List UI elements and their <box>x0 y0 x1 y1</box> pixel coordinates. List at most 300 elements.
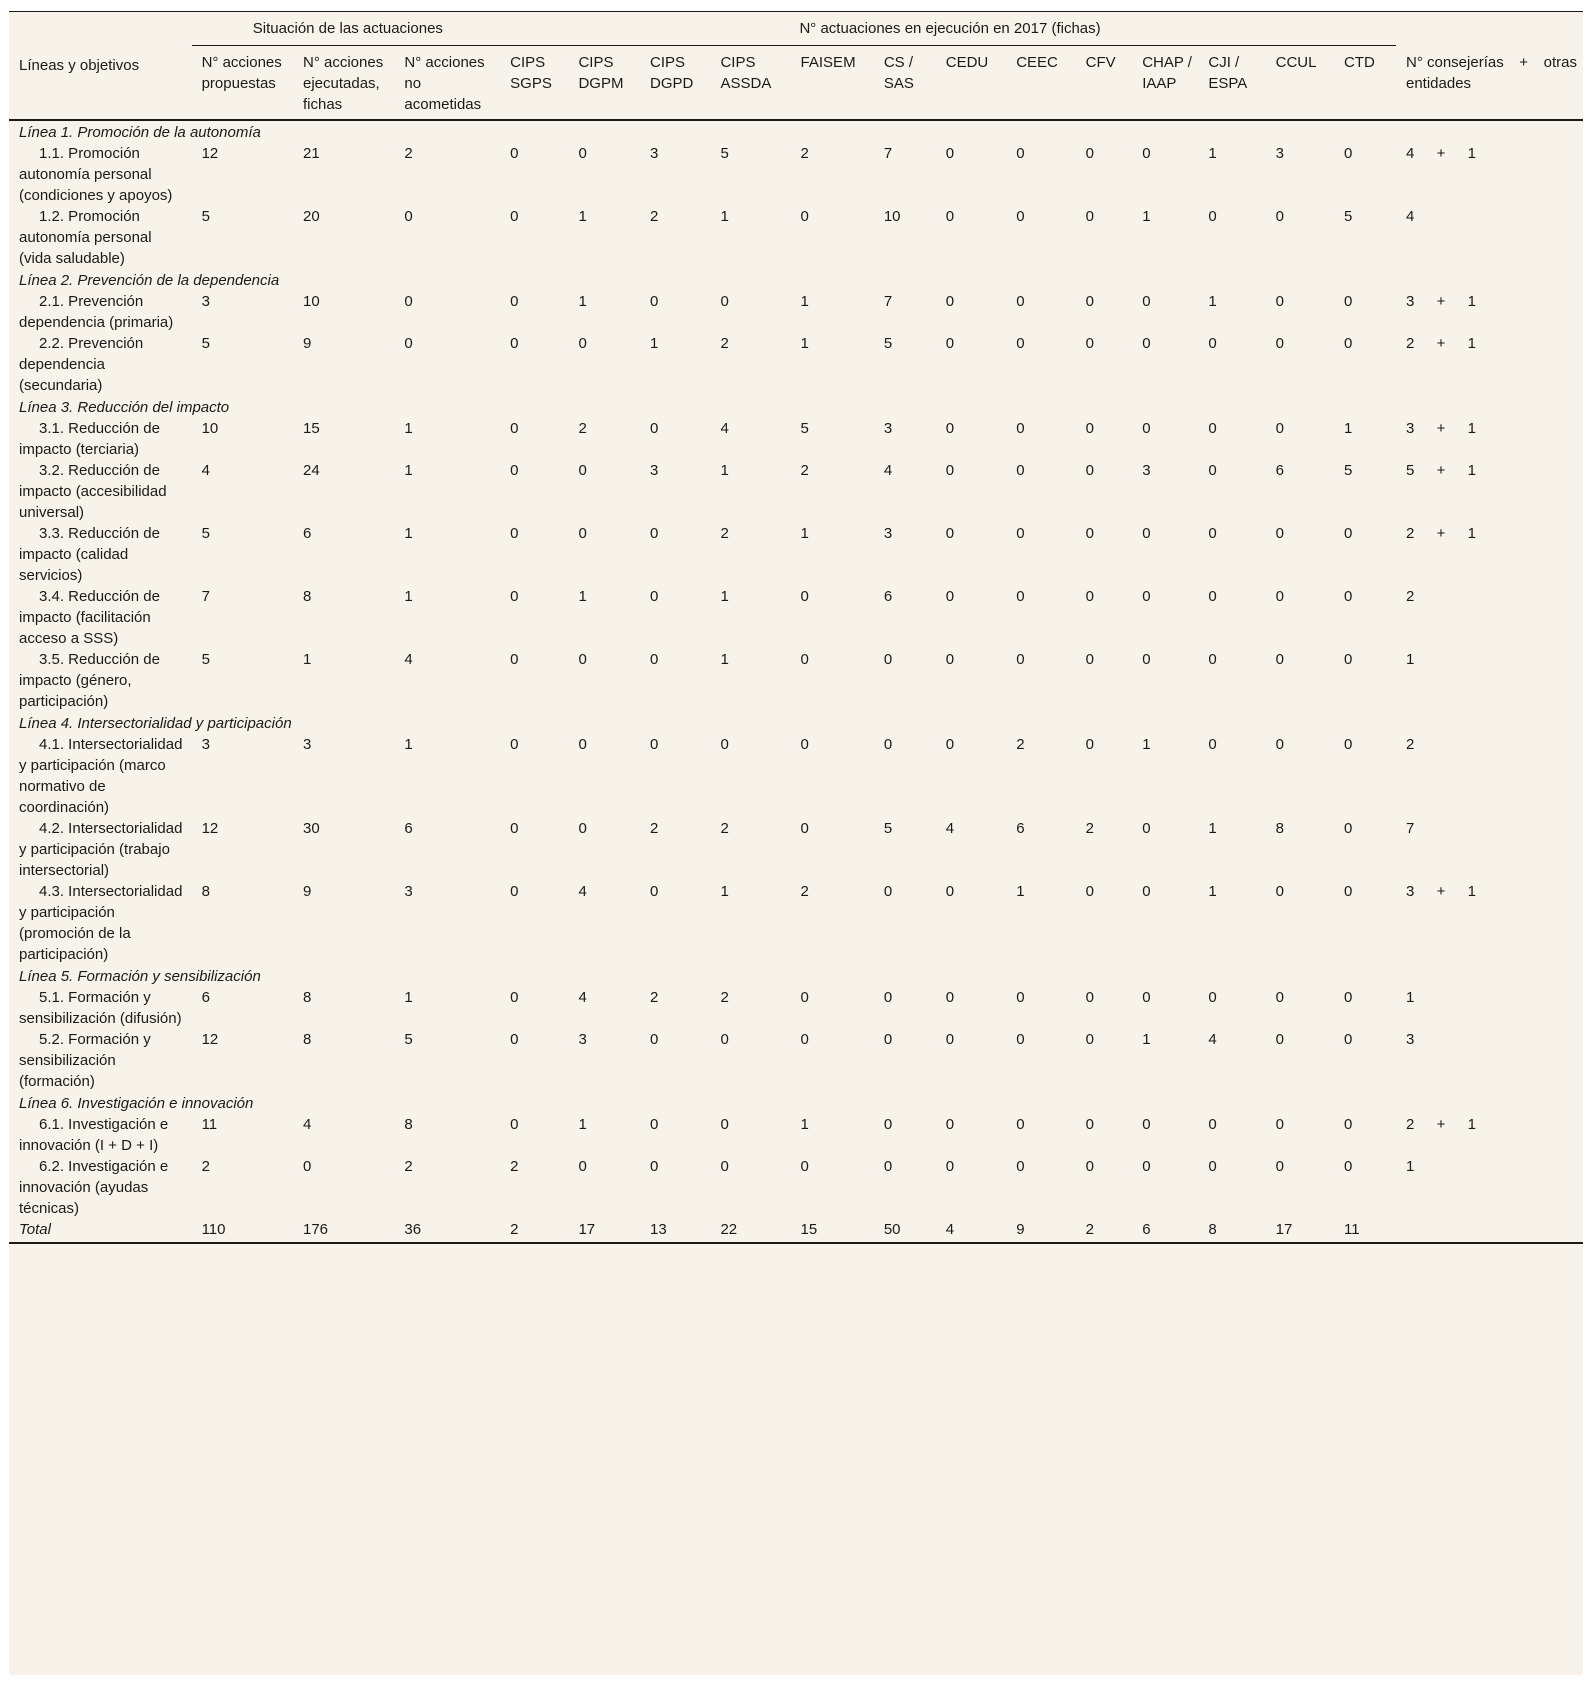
table-cell: 1 <box>800 525 809 542</box>
table-cell: 1 <box>800 1116 809 1133</box>
table-cell: 3 <box>303 736 312 753</box>
actions-table <box>9 11 1583 1244</box>
table-cell: 5 <box>201 525 210 542</box>
table-cell: 2 <box>800 145 809 162</box>
table-cell: 0 <box>1016 462 1025 479</box>
consejerias-cell <box>1396 523 1583 586</box>
table-cell: 5 <box>201 208 210 225</box>
table-cell: 0 <box>945 420 955 437</box>
table-row <box>9 734 1583 818</box>
consejerias-cell <box>1396 1114 1583 1156</box>
consejerias-count: 1 <box>1406 651 1415 668</box>
total-cell: 110 <box>192 1219 293 1243</box>
table-cell: 6 <box>303 525 312 542</box>
table-cell: 0 <box>1085 145 1094 162</box>
table-cell: 0 <box>1085 293 1094 310</box>
table-cell: 0 <box>1085 1031 1094 1048</box>
consejerias-cell <box>1396 333 1583 396</box>
table-row <box>9 881 1583 965</box>
table-cell: 2 <box>650 208 659 225</box>
table-cell: 0 <box>883 1116 893 1133</box>
table-cell: 0 <box>1085 208 1094 225</box>
header-plus: + <box>1519 53 1529 71</box>
table-cell: 3 <box>201 293 210 310</box>
table-cell: 1 <box>578 588 587 605</box>
column-header: N° acciones ejecutadas, fichas <box>303 54 384 113</box>
table-cell: 0 <box>1142 1158 1151 1175</box>
table-cell: 0 <box>1085 1116 1094 1133</box>
table-cell: 0 <box>1016 1116 1025 1133</box>
table-cell: 0 <box>1142 293 1151 310</box>
table-cell: 4 <box>303 1116 312 1133</box>
table-cell: 0 <box>1343 820 1353 837</box>
table-cell: 0 <box>883 883 893 900</box>
total-cell: 4 <box>936 1219 1006 1243</box>
table-cell: 3 <box>883 420 893 437</box>
table-cell: 0 <box>650 1158 659 1175</box>
table-cell: 0 <box>1016 525 1025 542</box>
table-cell: 0 <box>1208 208 1217 225</box>
table-cell: 0 <box>945 989 955 1006</box>
table-cell: 0 <box>1343 1158 1353 1175</box>
table-cell: 0 <box>945 335 955 352</box>
table-cell: 3 <box>883 525 893 542</box>
table-row <box>9 649 1583 712</box>
table-cell: 0 <box>510 335 519 352</box>
table-cell: 1 <box>720 651 729 668</box>
objective-label: 6.2. Investigación e innovación (ayudas técnicas) <box>19 1158 169 1217</box>
column-header: CS / SAS <box>883 54 914 92</box>
consejerias-count: 4 <box>1406 208 1415 225</box>
table-cell: 0 <box>1085 989 1094 1006</box>
table-cell: 0 <box>883 1158 893 1175</box>
table-cell: 0 <box>883 989 893 1006</box>
table-cell: 3 <box>201 736 210 753</box>
table-cell: 0 <box>510 1116 519 1133</box>
table-cell: 0 <box>1343 883 1353 900</box>
table-cell: 0 <box>945 208 955 225</box>
header-lines-objectives: Líneas y objetivos <box>19 57 140 74</box>
table-row <box>9 818 1583 881</box>
table-cell: 0 <box>510 1031 519 1048</box>
table-cell: 1 <box>720 462 729 479</box>
table-cell: 0 <box>1275 883 1284 900</box>
table-cell: 20 <box>303 208 320 225</box>
table-cell: 2 <box>800 462 809 479</box>
consejerias-count: 2 <box>1406 736 1415 753</box>
table-cell: 0 <box>1208 525 1217 542</box>
table-cell: 12 <box>201 820 219 837</box>
consejerias-count: 3 <box>1406 883 1415 900</box>
table-cell: 0 <box>1142 588 1151 605</box>
table-cell: 2 <box>720 335 729 352</box>
objective-label: 4.3. Intersectorialidad y participación (promoción de la participación) <box>19 883 183 963</box>
total-cell: 13 <box>640 1219 710 1243</box>
table-cell: 0 <box>800 651 809 668</box>
table-cell: 2 <box>201 1158 210 1175</box>
consejerias-cell <box>1396 649 1583 712</box>
section-row <box>9 396 1583 418</box>
section-row <box>9 1092 1583 1114</box>
consejerias-cell <box>1396 987 1583 1029</box>
table-cell: 0 <box>1016 293 1025 310</box>
table-cell: 0 <box>1016 335 1025 352</box>
table-cell: 0 <box>578 462 587 479</box>
table-cell: 1 <box>578 1116 587 1133</box>
total-empty-cell <box>1396 1219 1583 1243</box>
column-header: CJI / ESPA <box>1208 54 1248 92</box>
table-cell: 1 <box>1208 145 1217 162</box>
table-cell: 0 <box>1142 989 1151 1006</box>
table-cell: 4 <box>578 989 587 1006</box>
total-cell: 2 <box>500 1219 568 1243</box>
table-cell: 24 <box>303 462 320 479</box>
table-cell: 0 <box>945 525 955 542</box>
table-cell: 2 <box>720 820 729 837</box>
consejerias-count: 3 <box>1406 420 1415 437</box>
table-cell: 2 <box>404 145 413 162</box>
table-row <box>9 206 1583 269</box>
objective-label: 3.4. Reducción de impacto (facilitación acceso a SSS) <box>19 588 160 647</box>
table-cell: 8 <box>1275 820 1284 837</box>
consejerias-count: 5 <box>1406 462 1415 479</box>
total-cell: 15 <box>791 1219 874 1243</box>
total-label: Total <box>9 1219 192 1243</box>
objective-label: 2.1. Prevención dependencia (primaria) <box>19 293 174 331</box>
table-cell: 0 <box>945 736 955 753</box>
column-header: CIPS DGPM <box>578 54 624 92</box>
table-cell: 3 <box>578 1031 587 1048</box>
section-title: Línea 1. Promoción de la autonomía <box>19 124 261 141</box>
table-cell: 0 <box>1142 820 1151 837</box>
table-cell: 6 <box>1016 820 1025 837</box>
table-cell: 8 <box>404 1116 413 1133</box>
header-group-execution: N° actuaciones en ejecución en 2017 (fichas) <box>500 12 1396 46</box>
table-cell: 0 <box>510 820 519 837</box>
table-cell: 0 <box>650 883 659 900</box>
table-cell: 0 <box>1142 525 1151 542</box>
table-cell: 0 <box>883 736 893 753</box>
table-cell: 0 <box>578 736 587 753</box>
table-cell: 1 <box>404 462 413 479</box>
table-cell: 0 <box>720 293 729 310</box>
table-cell: 0 <box>945 293 955 310</box>
column-header: CHAP / IAAP <box>1142 54 1192 92</box>
section-row <box>9 712 1583 734</box>
table-cell: 0 <box>510 736 519 753</box>
total-cell: 17 <box>1266 1219 1334 1243</box>
column-header: CEDU <box>945 54 989 71</box>
consejerias-cell <box>1396 143 1583 206</box>
table-page <box>9 11 1583 1675</box>
table-cell: 0 <box>1343 1031 1353 1048</box>
consejerias-cell <box>1396 418 1583 460</box>
table-cell: 0 <box>1275 293 1284 310</box>
table-cell: 0 <box>1275 1158 1284 1175</box>
table-cell: 5 <box>800 420 809 437</box>
table-cell: 0 <box>1142 145 1151 162</box>
objective-label: 1.1. Promoción autonomía personal (condiciones y apoyos) <box>19 145 173 204</box>
table-cell: 0 <box>1343 1116 1353 1133</box>
table-cell: 5 <box>720 145 729 162</box>
table-cell: 0 <box>1275 335 1284 352</box>
table-cell: 0 <box>578 145 587 162</box>
table-cell: 0 <box>1275 989 1284 1006</box>
table-cell: 1 <box>1208 883 1217 900</box>
table-cell: 0 <box>945 883 955 900</box>
table-cell: 0 <box>945 1116 955 1133</box>
table-cell: 0 <box>1275 420 1284 437</box>
section-title: Línea 6. Investigación e innovación <box>19 1095 254 1112</box>
table-cell: 0 <box>720 1116 729 1133</box>
consejerias-count: 2 <box>1406 335 1415 352</box>
table-cell: 0 <box>1208 335 1217 352</box>
other-entities-count: 1 <box>1467 1116 1476 1133</box>
column-header: CFV <box>1085 54 1116 71</box>
table-cell: 1 <box>650 335 659 352</box>
consejerias-count: 2 <box>1406 588 1415 605</box>
other-entities-count: 1 <box>1467 420 1476 437</box>
table-cell: 0 <box>1275 651 1284 668</box>
table-cell: 0 <box>800 588 809 605</box>
total-cell: 8 <box>1198 1219 1265 1243</box>
table-header <box>9 12 1583 121</box>
table-cell: 0 <box>1343 651 1353 668</box>
table-cell: 0 <box>945 1031 955 1048</box>
table-cell: 0 <box>720 1158 729 1175</box>
objective-label: 4.2. Intersectorialidad y participación (trabajo intersectorial) <box>19 820 183 879</box>
table-cell: 0 <box>510 462 519 479</box>
objective-label: 1.2. Promoción autonomía personal (vida saludable) <box>19 208 152 267</box>
column-header: CCUL <box>1275 54 1317 71</box>
table-cell: 0 <box>1085 420 1094 437</box>
table-cell: 0 <box>650 1031 659 1048</box>
table-cell: 1 <box>303 651 312 668</box>
column-header: N° acciones propuestas <box>201 54 282 92</box>
total-cell: 2 <box>1076 1219 1133 1243</box>
table-cell: 0 <box>1142 883 1151 900</box>
table-cell: 0 <box>1343 293 1353 310</box>
table-cell: 0 <box>1085 651 1094 668</box>
table-cell: 0 <box>650 736 659 753</box>
plus-sign: + <box>1436 293 1446 310</box>
table-cell: 1 <box>404 989 413 1006</box>
table-cell: 3 <box>650 462 659 479</box>
consejerias-count: 1 <box>1406 989 1415 1006</box>
table-cell: 0 <box>945 145 955 162</box>
table-cell: 0 <box>510 208 519 225</box>
section-title: Línea 4. Intersectorialidad y participación <box>19 715 292 732</box>
other-entities-count: 1 <box>1467 145 1476 162</box>
total-cell: 176 <box>293 1219 394 1243</box>
table-cell: 0 <box>800 208 809 225</box>
objective-label: 4.1. Intersectorialidad y participación (marco normativo de coordinación) <box>19 736 183 816</box>
objective-label: 3.1. Reducción de impacto (terciaria) <box>19 420 160 458</box>
column-header-consejerias <box>1396 46 1583 121</box>
table-cell: 8 <box>201 883 210 900</box>
table-cell: 0 <box>1085 588 1094 605</box>
table-cell: 0 <box>800 820 809 837</box>
table-cell: 0 <box>800 736 809 753</box>
plus-sign: + <box>1436 1116 1446 1133</box>
table-cell: 0 <box>404 293 413 310</box>
table-row <box>9 987 1583 1029</box>
table-cell: 0 <box>404 208 413 225</box>
table-cell: 10 <box>303 293 320 310</box>
column-header: CIPS SGPS <box>510 54 552 92</box>
header-otras-label: otras <box>1543 53 1577 71</box>
objective-label: 3.2. Reducción de impacto (accesibilidad universal) <box>19 462 167 521</box>
table-cell: 3 <box>1142 462 1151 479</box>
table-cell: 6 <box>404 820 413 837</box>
table-cell: 0 <box>510 420 519 437</box>
table-cell: 0 <box>1085 335 1094 352</box>
table-cell: 1 <box>1208 293 1217 310</box>
table-cell: 10 <box>883 208 901 225</box>
table-cell: 5 <box>1343 208 1353 225</box>
table-cell: 0 <box>1275 1116 1284 1133</box>
table-cell: 0 <box>1343 335 1353 352</box>
table-cell: 4 <box>404 651 413 668</box>
total-cell: 6 <box>1132 1219 1198 1243</box>
table-row <box>9 1156 1583 1219</box>
table-cell: 1 <box>800 335 809 352</box>
column-header: FAISEM <box>800 54 856 71</box>
table-cell: 0 <box>1085 1158 1094 1175</box>
table-cell: 0 <box>1208 736 1217 753</box>
table-cell: 0 <box>1208 1158 1217 1175</box>
table-cell: 4 <box>945 820 955 837</box>
table-cell: 12 <box>201 145 219 162</box>
table-cell: 0 <box>1016 420 1025 437</box>
consejerias-count: 4 <box>1406 145 1415 162</box>
table-cell: 1 <box>578 293 587 310</box>
table-cell: 0 <box>945 588 955 605</box>
consejerias-cell <box>1396 291 1583 333</box>
consejerias-count: 2 <box>1406 525 1415 542</box>
table-cell: 9 <box>303 883 312 900</box>
consejerias-cell <box>1396 818 1583 881</box>
table-cell: 0 <box>1085 736 1094 753</box>
other-entities-count: 1 <box>1467 462 1476 479</box>
table-cell: 15 <box>303 420 320 437</box>
table-cell: 0 <box>510 651 519 668</box>
table-cell: 0 <box>1275 208 1284 225</box>
objective-label: 5.2. Formación y sensibilización (formación) <box>19 1031 151 1090</box>
table-cell: 7 <box>883 145 893 162</box>
table-cell: 0 <box>578 525 587 542</box>
table-cell: 5 <box>1343 462 1353 479</box>
plus-sign: + <box>1436 145 1446 162</box>
column-header: CEEC <box>1016 54 1058 71</box>
consejerias-cell <box>1396 1156 1583 1219</box>
total-cell: 17 <box>568 1219 640 1243</box>
table-cell: 2 <box>510 1158 519 1175</box>
table-cell: 1 <box>800 293 809 310</box>
table-cell: 1 <box>404 420 413 437</box>
table-body <box>9 120 1583 1219</box>
table-cell: 0 <box>1016 989 1025 1006</box>
header-group-situation: Situación de las actuaciones <box>192 12 501 46</box>
table-row <box>9 586 1583 649</box>
header-entidades-label: entidades <box>1406 74 1472 92</box>
table-cell: 1 <box>1016 883 1025 900</box>
table-cell: 0 <box>1275 588 1284 605</box>
table-cell: 0 <box>578 335 587 352</box>
table-cell: 0 <box>1208 1116 1217 1133</box>
table-cell: 0 <box>720 1031 729 1048</box>
table-cell: 0 <box>1016 588 1025 605</box>
table-cell: 4 <box>720 420 729 437</box>
table-cell: 1 <box>1208 820 1217 837</box>
total-row <box>9 1219 1583 1243</box>
table-cell: 30 <box>303 820 320 837</box>
table-cell: 5 <box>883 820 893 837</box>
table-cell: 2 <box>800 883 809 900</box>
section-row <box>9 965 1583 987</box>
table-cell: 0 <box>650 651 659 668</box>
table-cell: 0 <box>1142 1116 1151 1133</box>
table-cell: 2 <box>720 525 729 542</box>
plus-sign: + <box>1436 525 1446 542</box>
table-cell: 0 <box>1275 525 1284 542</box>
other-entities-count: 1 <box>1467 525 1476 542</box>
table-cell: 0 <box>1016 1031 1025 1048</box>
table-cell: 0 <box>1275 1031 1284 1048</box>
total-cell: 22 <box>710 1219 790 1243</box>
objective-label: 5.1. Formación y sensibilización (difusión) <box>19 989 182 1027</box>
table-cell: 0 <box>883 651 893 668</box>
table-cell: 0 <box>800 989 809 1006</box>
table-cell: 0 <box>1016 208 1025 225</box>
header-consejerias-label: N° consejerías <box>1406 53 1504 71</box>
table-cell: 0 <box>1142 420 1151 437</box>
consejerias-cell <box>1396 206 1583 269</box>
table-cell: 0 <box>1343 145 1353 162</box>
column-header: CIPS ASSDA <box>720 54 772 92</box>
table-cell: 1 <box>404 736 413 753</box>
table-cell: 8 <box>303 1031 312 1048</box>
table-cell: 0 <box>510 145 519 162</box>
consejerias-cell <box>1396 460 1583 523</box>
section-title: Línea 3. Reducción del impacto <box>19 399 230 416</box>
table-cell: 4 <box>883 462 893 479</box>
other-entities-count: 1 <box>1467 883 1476 900</box>
table-cell: 0 <box>1085 462 1094 479</box>
table-cell: 1 <box>404 588 413 605</box>
table-cell: 5 <box>404 1031 413 1048</box>
other-entities-count: 1 <box>1467 335 1476 352</box>
table-cell: 0 <box>578 820 587 837</box>
column-headers <box>9 46 1583 121</box>
table-cell: 3 <box>404 883 413 900</box>
column-header: CTD <box>1343 54 1375 71</box>
table-cell: 1 <box>720 588 729 605</box>
table-row <box>9 333 1583 396</box>
plus-sign: + <box>1436 335 1446 352</box>
table-cell: 0 <box>883 1031 893 1048</box>
table-cell: 1 <box>1142 208 1151 225</box>
table-row <box>9 418 1583 460</box>
consejerias-count: 7 <box>1406 820 1415 837</box>
table-cell: 0 <box>1343 736 1353 753</box>
table-cell: 9 <box>303 335 312 352</box>
column-header: N° acciones no acometidas <box>404 54 485 113</box>
consejerias-count: 3 <box>1406 1031 1415 1048</box>
consejerias-count: 2 <box>1406 1116 1415 1133</box>
table-cell: 0 <box>1208 420 1217 437</box>
table-cell: 10 <box>201 420 219 437</box>
